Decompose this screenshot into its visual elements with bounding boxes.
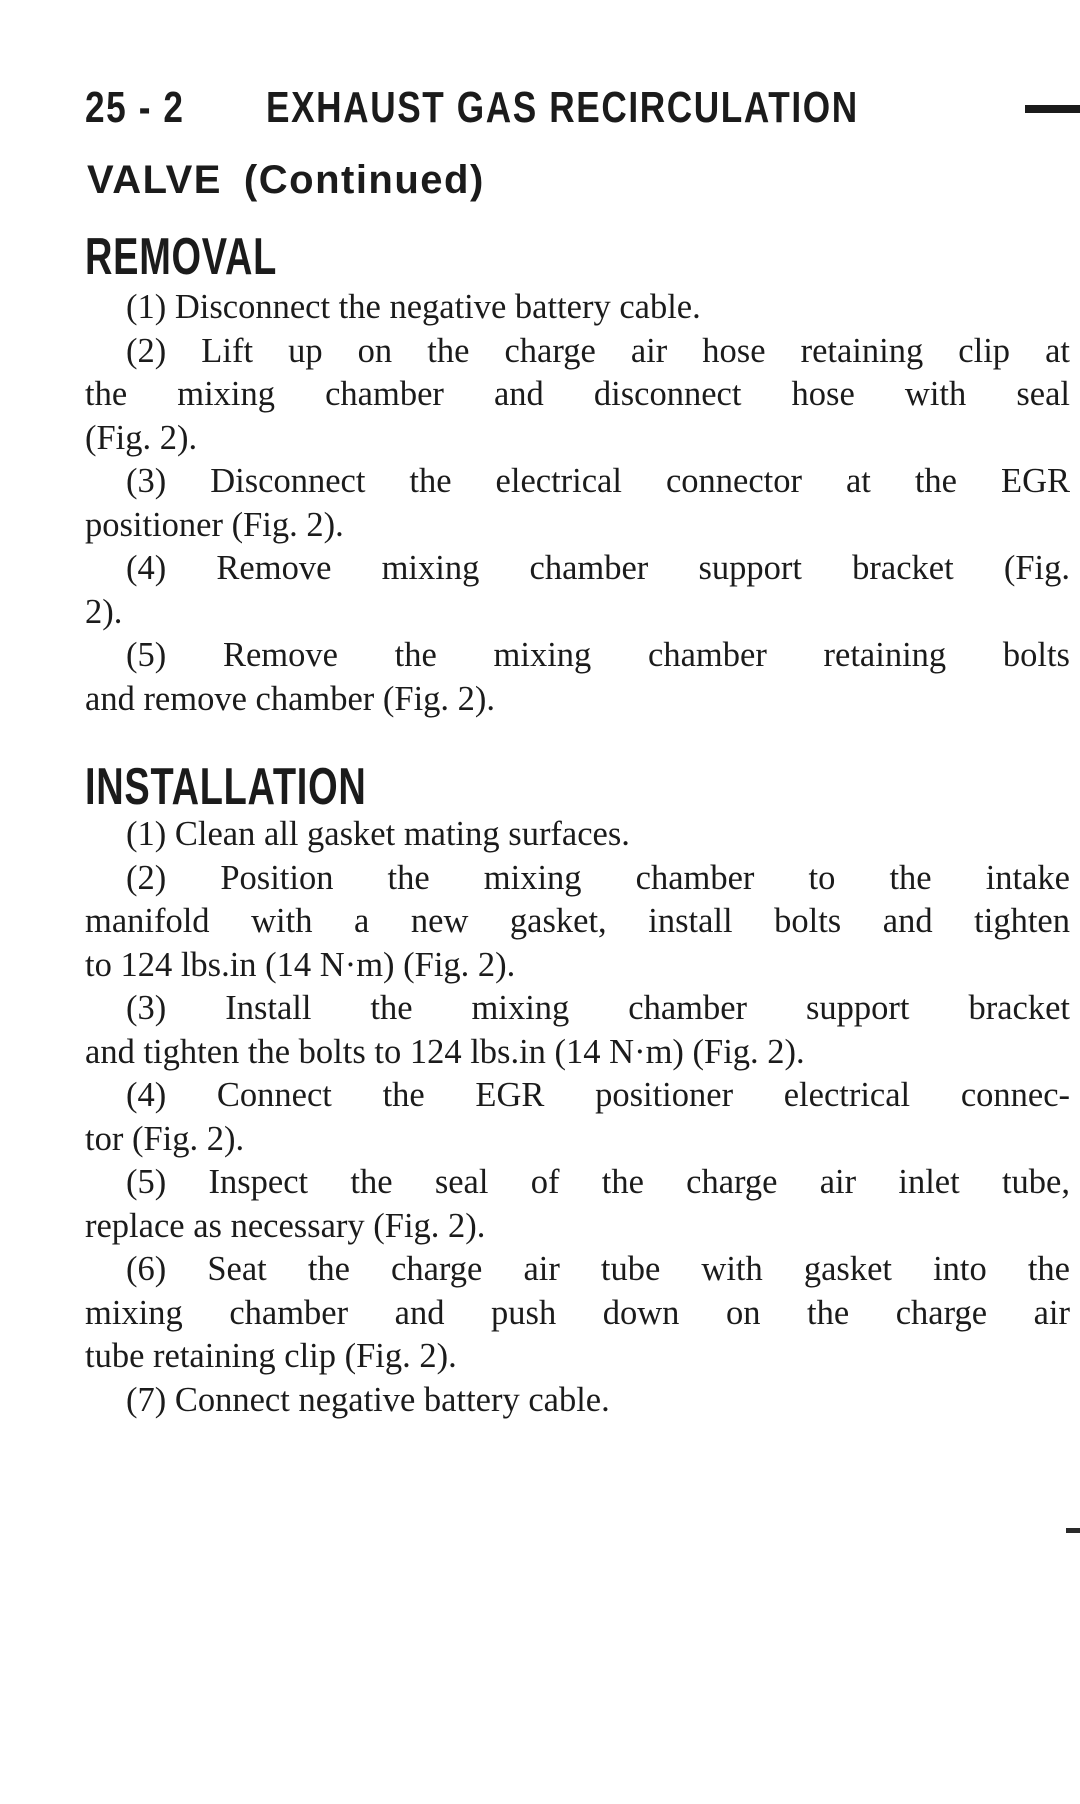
text-line: the mixing chamber and disconnect hose with seal xyxy=(85,375,1070,413)
text-line: (1) Clean all gasket mating surfaces. xyxy=(126,815,630,853)
text-line: replace as necessary (Fig. 2). xyxy=(85,1206,486,1245)
step-paragraph-removal-2 xyxy=(85,330,1070,461)
text-line: tor (Fig. 2). xyxy=(85,1119,245,1158)
section-removal xyxy=(85,228,1070,721)
text-line: (3) Disconnect the electrical connector at the EGR xyxy=(126,462,1070,500)
step-paragraph-installation-6 xyxy=(85,1248,1070,1379)
step-paragraph-removal-3 xyxy=(85,460,1070,547)
page-edge-dash xyxy=(1066,1528,1080,1533)
text-line: to 124 lbs.in (14 N·m) (Fig. 2). xyxy=(85,945,516,984)
text-line: (7) Connect negative battery cable. xyxy=(126,1380,610,1419)
text-line: and tighten the bolts to 124 lbs.in (14 N·m) (Fig. 2). xyxy=(85,1032,805,1071)
step-paragraph-removal-1 xyxy=(85,286,1070,330)
step-paragraph-installation-5 xyxy=(85,1161,1070,1248)
step-paragraph-installation-1 xyxy=(85,813,1070,857)
section-heading-text: INSTALLATION xyxy=(85,758,367,816)
text-line: tube retaining clip (Fig. 2). xyxy=(85,1337,457,1375)
text-line: (1) Disconnect the negative battery cable. xyxy=(126,288,701,326)
step-paragraph-installation-2 xyxy=(85,857,1070,988)
text-line: (2) Lift up on the charge air hose retaining clip at xyxy=(126,331,1070,370)
procedure-sections xyxy=(85,0,1070,1422)
section-installation xyxy=(85,758,1070,1422)
section-heading-installation xyxy=(85,758,1070,816)
text-line: (5) Inspect the seal of the charge air inlet tube, xyxy=(126,1163,1070,1201)
text-line: (3) Install the mixing chamber support bracket xyxy=(126,989,1070,1027)
text-line: positioner (Fig. 2). xyxy=(85,505,344,544)
continued-heading-word: VALVE xyxy=(87,158,222,202)
text-line: (6) Seat the charge air tube with gasket into the xyxy=(126,1250,1070,1288)
section-heading-text: REMOVAL xyxy=(85,228,278,286)
step-paragraph-installation-3 xyxy=(85,987,1070,1074)
continued-heading-suffix: (Continued) xyxy=(243,158,485,202)
text-line: 2). xyxy=(85,592,123,631)
step-paragraph-installation-7 xyxy=(85,1379,1070,1423)
text-line: (2) Position the mixing chamber to the intake xyxy=(126,858,1070,897)
text-line: mixing chamber and push down on the charge air xyxy=(85,1293,1070,1332)
text-line: (4) Connect the EGR positioner electrical connec- xyxy=(126,1076,1070,1114)
step-paragraph-removal-4 xyxy=(85,547,1070,634)
text-line: (4) Remove mixing chamber support bracket (Fig. xyxy=(126,549,1070,587)
page-title: EXHAUST GAS RECIRCULATION xyxy=(265,83,859,132)
page-number: 25 - 2 xyxy=(85,83,185,132)
text-line: (5) Remove the mixing chamber retaining bolts xyxy=(126,636,1070,674)
step-paragraph-installation-4 xyxy=(85,1074,1070,1161)
step-paragraph-removal-5 xyxy=(85,634,1070,721)
section-heading-removal xyxy=(85,228,1070,286)
text-line: manifold with a new gasket, install bolts and tighten xyxy=(85,902,1070,940)
text-line: (Fig. 2). xyxy=(85,418,198,457)
text-line: and remove chamber (Fig. 2). xyxy=(85,679,496,718)
